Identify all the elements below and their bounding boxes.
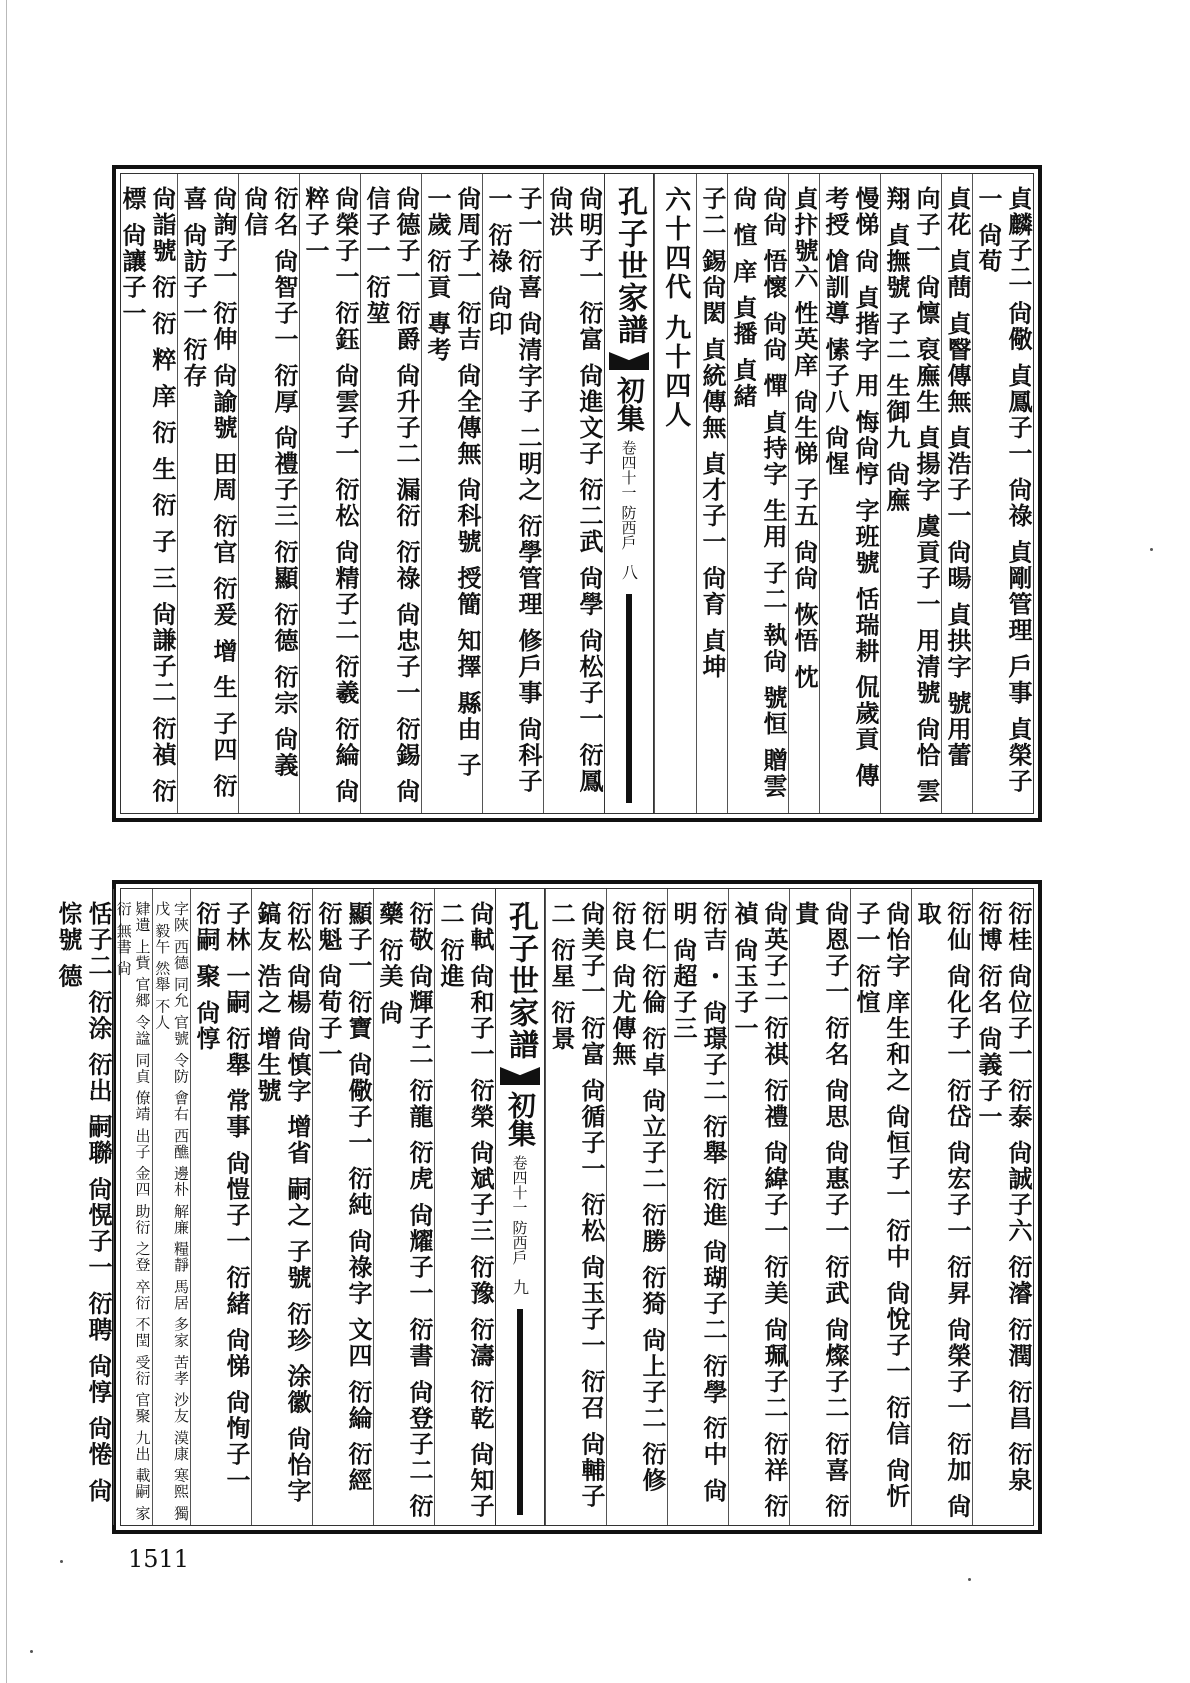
top-left-col-1-text: 尙明子一 衍富 尙進文子 衍二武 尙學 尙松子一 衍鳳 尙洪: [545, 186, 604, 805]
top-left-col-4: [360, 174, 421, 813]
bottom-left-col-5: [190, 889, 251, 1525]
fishtail-mark: [609, 352, 649, 370]
bottom-left-col-6: [152, 889, 191, 1525]
bottom-left-col-1: [434, 889, 495, 1525]
top-col-1-text: 貞麟子二 尙儆 貞鳳子一 尙祿 貞剛管理 戶事 貞榮子一 尙荀: [974, 186, 1033, 795]
scan-edge-line: [6, 0, 7, 1683]
bottom-left-col-5-text: 子林 一嗣 衍舉 常事 尙愷子一 衍緒 尙悌 尙恂子一 衍嗣 聚 尙惇: [192, 901, 251, 1504]
top-left-col-5-text: 尙榮子一 衍鈺 尙雲子一 衍松 尙精子二 衍羲 衍綸 尙粹子一: [301, 186, 360, 805]
bottom-col-8-text: 尙美子一 衍富 尙循子一 衍松 尙玉子一 衍召 尙輔子二 衍星 衍景: [547, 901, 606, 1510]
bottom-genealogy-panel: [54, 880, 1042, 1534]
top-left-col-8-text: 尙詣號 衍 衍 粹 庠 衍 生 衍 子 三 尙謙子二 衍禎 衍標 尙讓子一: [118, 186, 177, 805]
book-title: 孔子世家譜: [612, 186, 647, 346]
bottom-col-2-text: 衍仙 尙化子一 衍岱 尙宏子一 衍昇 尙榮子一 衍加 尙取: [913, 901, 972, 1520]
volume-label: 卷四十一 防西戶: [510, 1155, 529, 1265]
top-left-col-7-text: 尙詢子一 衍伸 尙諭號 田周 衍官 衍爰 增 生 子四 衍喜 尙訪子一 衍存: [179, 186, 238, 800]
bottom-left-col-6-text: 字陝 西德 同允 官號 令防 會右 西醮 邊朴 解廉 糧靜 馬居 多家 苦孝 沙友 漠康 寒熙 獨戊 毅午 然舉 不人: [153, 901, 190, 1522]
top-col-3: [880, 174, 941, 813]
bottom-col-4-text: 尙恩子一 衍名 尙思 尙惠子一 衍武 尙燦子二 衍喜 衍貴: [791, 901, 850, 1520]
bottom-left-col-1-text: 尙軾 尙和子一 衍榮 尙斌子三 衍豫 衍濤 衍乾 尙知子二 衍進: [436, 901, 495, 1520]
folio-number: 八: [619, 563, 639, 580]
bottom-col-7-text: 衍仁 衍倫 衍卓 尙立子二 衍勝 衍猗 尙上子二 衍修 衍良 尙尤傳無: [608, 901, 667, 1504]
top-center-spine: [604, 174, 654, 813]
speck: [30, 1650, 33, 1653]
folio-number: 九: [510, 1278, 530, 1295]
top-col-5: [788, 174, 819, 813]
top-left-col-4-text: 尙德子一 衍爵 尙升子二 漏衍 衍祿 尙忠子一 衍錫 尙信子一 衍堃: [362, 186, 421, 805]
top-genealogy-panel: [112, 165, 1042, 822]
top-left-col-5: [299, 174, 360, 813]
bottom-col-8: [545, 889, 606, 1525]
top-left-col-6: [238, 174, 299, 813]
bottom-col-1-text: 衍桂 尙位子一 衍泰 尙誠子六 衍濬 衍潤 衍昌 衍泉 衍博 衍名 尙義子一: [974, 901, 1033, 1504]
top-col-4: [819, 174, 880, 813]
top-left-col-7: [177, 174, 238, 813]
bottom-col-3-text: 尙怡字 庠生和之 尙恒子一 衍中 尙悅子一 衍信 尙忻子一 衍愃: [852, 901, 911, 1510]
top-generation-column: [654, 174, 696, 813]
bottom-col-1: [972, 889, 1033, 1525]
collection-label: 初集: [613, 376, 646, 432]
bottom-left-col-8: [53, 889, 113, 1525]
bottom-left-col-3: [312, 889, 373, 1525]
top-left-col-1: [543, 174, 604, 813]
speck: [1150, 548, 1153, 551]
book-title: 孔子世家譜: [503, 901, 538, 1061]
top-col-6-text: 尙尙 悟懷 尙尙 憚 貞持字 生用 子二 執尙 號恒 贈雲 尙 愃 庠 貞播 貞緒: [729, 186, 788, 810]
top-col-5-text: 貞抃號六 性英庠 尙生悌 子五 尙尙 恢悟 忱: [790, 186, 819, 691]
top-col-4-text: 慢悌 尙 貞揩字 用 悔尙悙 字班號 恬瑞耕 侃歲貢 傳考授 愴訓導 愫子八 尙惺: [821, 186, 880, 789]
bottom-col-6-text: 衍吉 ・ 尙璟子二 衍舉 衍進 尙瑚子二 衍學 衍中 尙明 尙超子三: [669, 901, 728, 1504]
bottom-col-7: [606, 889, 667, 1525]
bottom-left-col-3-text: 顯子一 衍寶 尙儆子一 衍純 尙祿字 文四 衍綸 衍經 衍魁 尙荀子一: [314, 901, 373, 1504]
top-col-7-text: 子二 錫尙閎 貞統傳無 貞才子一 尙育 貞坤: [698, 186, 727, 680]
top-left-col-3-text: 尙周子一 衍吉 尙全傳無 尙科號 授簡 知擇 縣由 子 一歲 衍貢 專考: [423, 186, 482, 789]
spine-rule: [626, 594, 632, 803]
bottom-col-5: [728, 889, 789, 1525]
bottom-left-col-7-text: 肄遺 上貲 官郷 令諡 同貞 僚靖 出子 金四 助衍 之登 卒衍 不閏 受衍 官聚 九出 載嗣 家衍 無書 尙: [114, 901, 152, 1522]
bottom-col-3: [850, 889, 911, 1525]
fishtail-mark: [500, 1067, 540, 1085]
bottom-left-col-4-text: 衍松 尙楊 尙慎字 增省 嗣之 子號 衍珍 涂徽 尙怡字 鎬友 浩之 增生號: [253, 901, 312, 1515]
bottom-panel-columns: [54, 888, 1034, 1526]
spine-rule: [517, 1309, 523, 1515]
top-left-col-2-text: 子一 衍喜 尙清字子 二明之 衍學管理 修戶事 尙科子一 衍祿 尙印: [484, 186, 543, 795]
top-left-col-3: [421, 174, 482, 813]
top-col-6: [727, 174, 788, 813]
collection-label: 初集: [504, 1091, 537, 1147]
volume-label: 卷四十一 防西戶: [619, 440, 638, 550]
top-left-col-8: [117, 174, 177, 813]
speck: [60, 1560, 63, 1563]
top-left-col-2: [482, 174, 543, 813]
page-number: 1511: [128, 1545, 190, 1573]
speck: [968, 1578, 971, 1581]
bottom-center-spine: [495, 889, 545, 1525]
top-col-1: [972, 174, 1033, 813]
top-left-col-6-text: 衍名 尙智子一 衍厚 尙禮子三 衍顯 衍德 衍宗 尙義 尙信: [240, 186, 299, 789]
bottom-left-col-7: [113, 889, 152, 1525]
bottom-col-5-text: 尙英子二 衍祺 衍禮 尙緯子一 衍美 尙珮子二 衍祥 衍禎 尙玉子一: [730, 901, 789, 1520]
top-col-3-text: 向子一 尙懔 裒廡生 貞揚字 虞貢子一 用清號 尙恰 雲翔 貞撫號 子二 生御九 尙廡: [882, 186, 941, 805]
top-col-2-text: 貞花 貞蔄 貞瞖傳無 貞浩子一 尙暘 貞拱字 號用蕾: [943, 186, 972, 769]
bottom-left-col-2-text: 衍敬 尙輝子二 衍龍 衍虎 尙耀子一 衍書 尙登子二 衍藥 衍美 尙: [375, 901, 434, 1520]
bottom-left-col-2: [373, 889, 434, 1525]
top-panel-columns: [120, 173, 1034, 814]
bottom-left-col-8-text: 恬子二 衍涂 衍出 嗣聯 尙愰子一 衍聘 尙惇 尙惓 尙悰號 德: [54, 901, 113, 1504]
bottom-col-6: [667, 889, 728, 1525]
bottom-left-col-4: [251, 889, 312, 1525]
top-col-7: [696, 174, 727, 813]
bottom-col-2: [911, 889, 972, 1525]
top-col-2: [941, 174, 972, 813]
generation-heading: 六十四代 九十四人: [660, 186, 691, 431]
bottom-col-4: [789, 889, 850, 1525]
